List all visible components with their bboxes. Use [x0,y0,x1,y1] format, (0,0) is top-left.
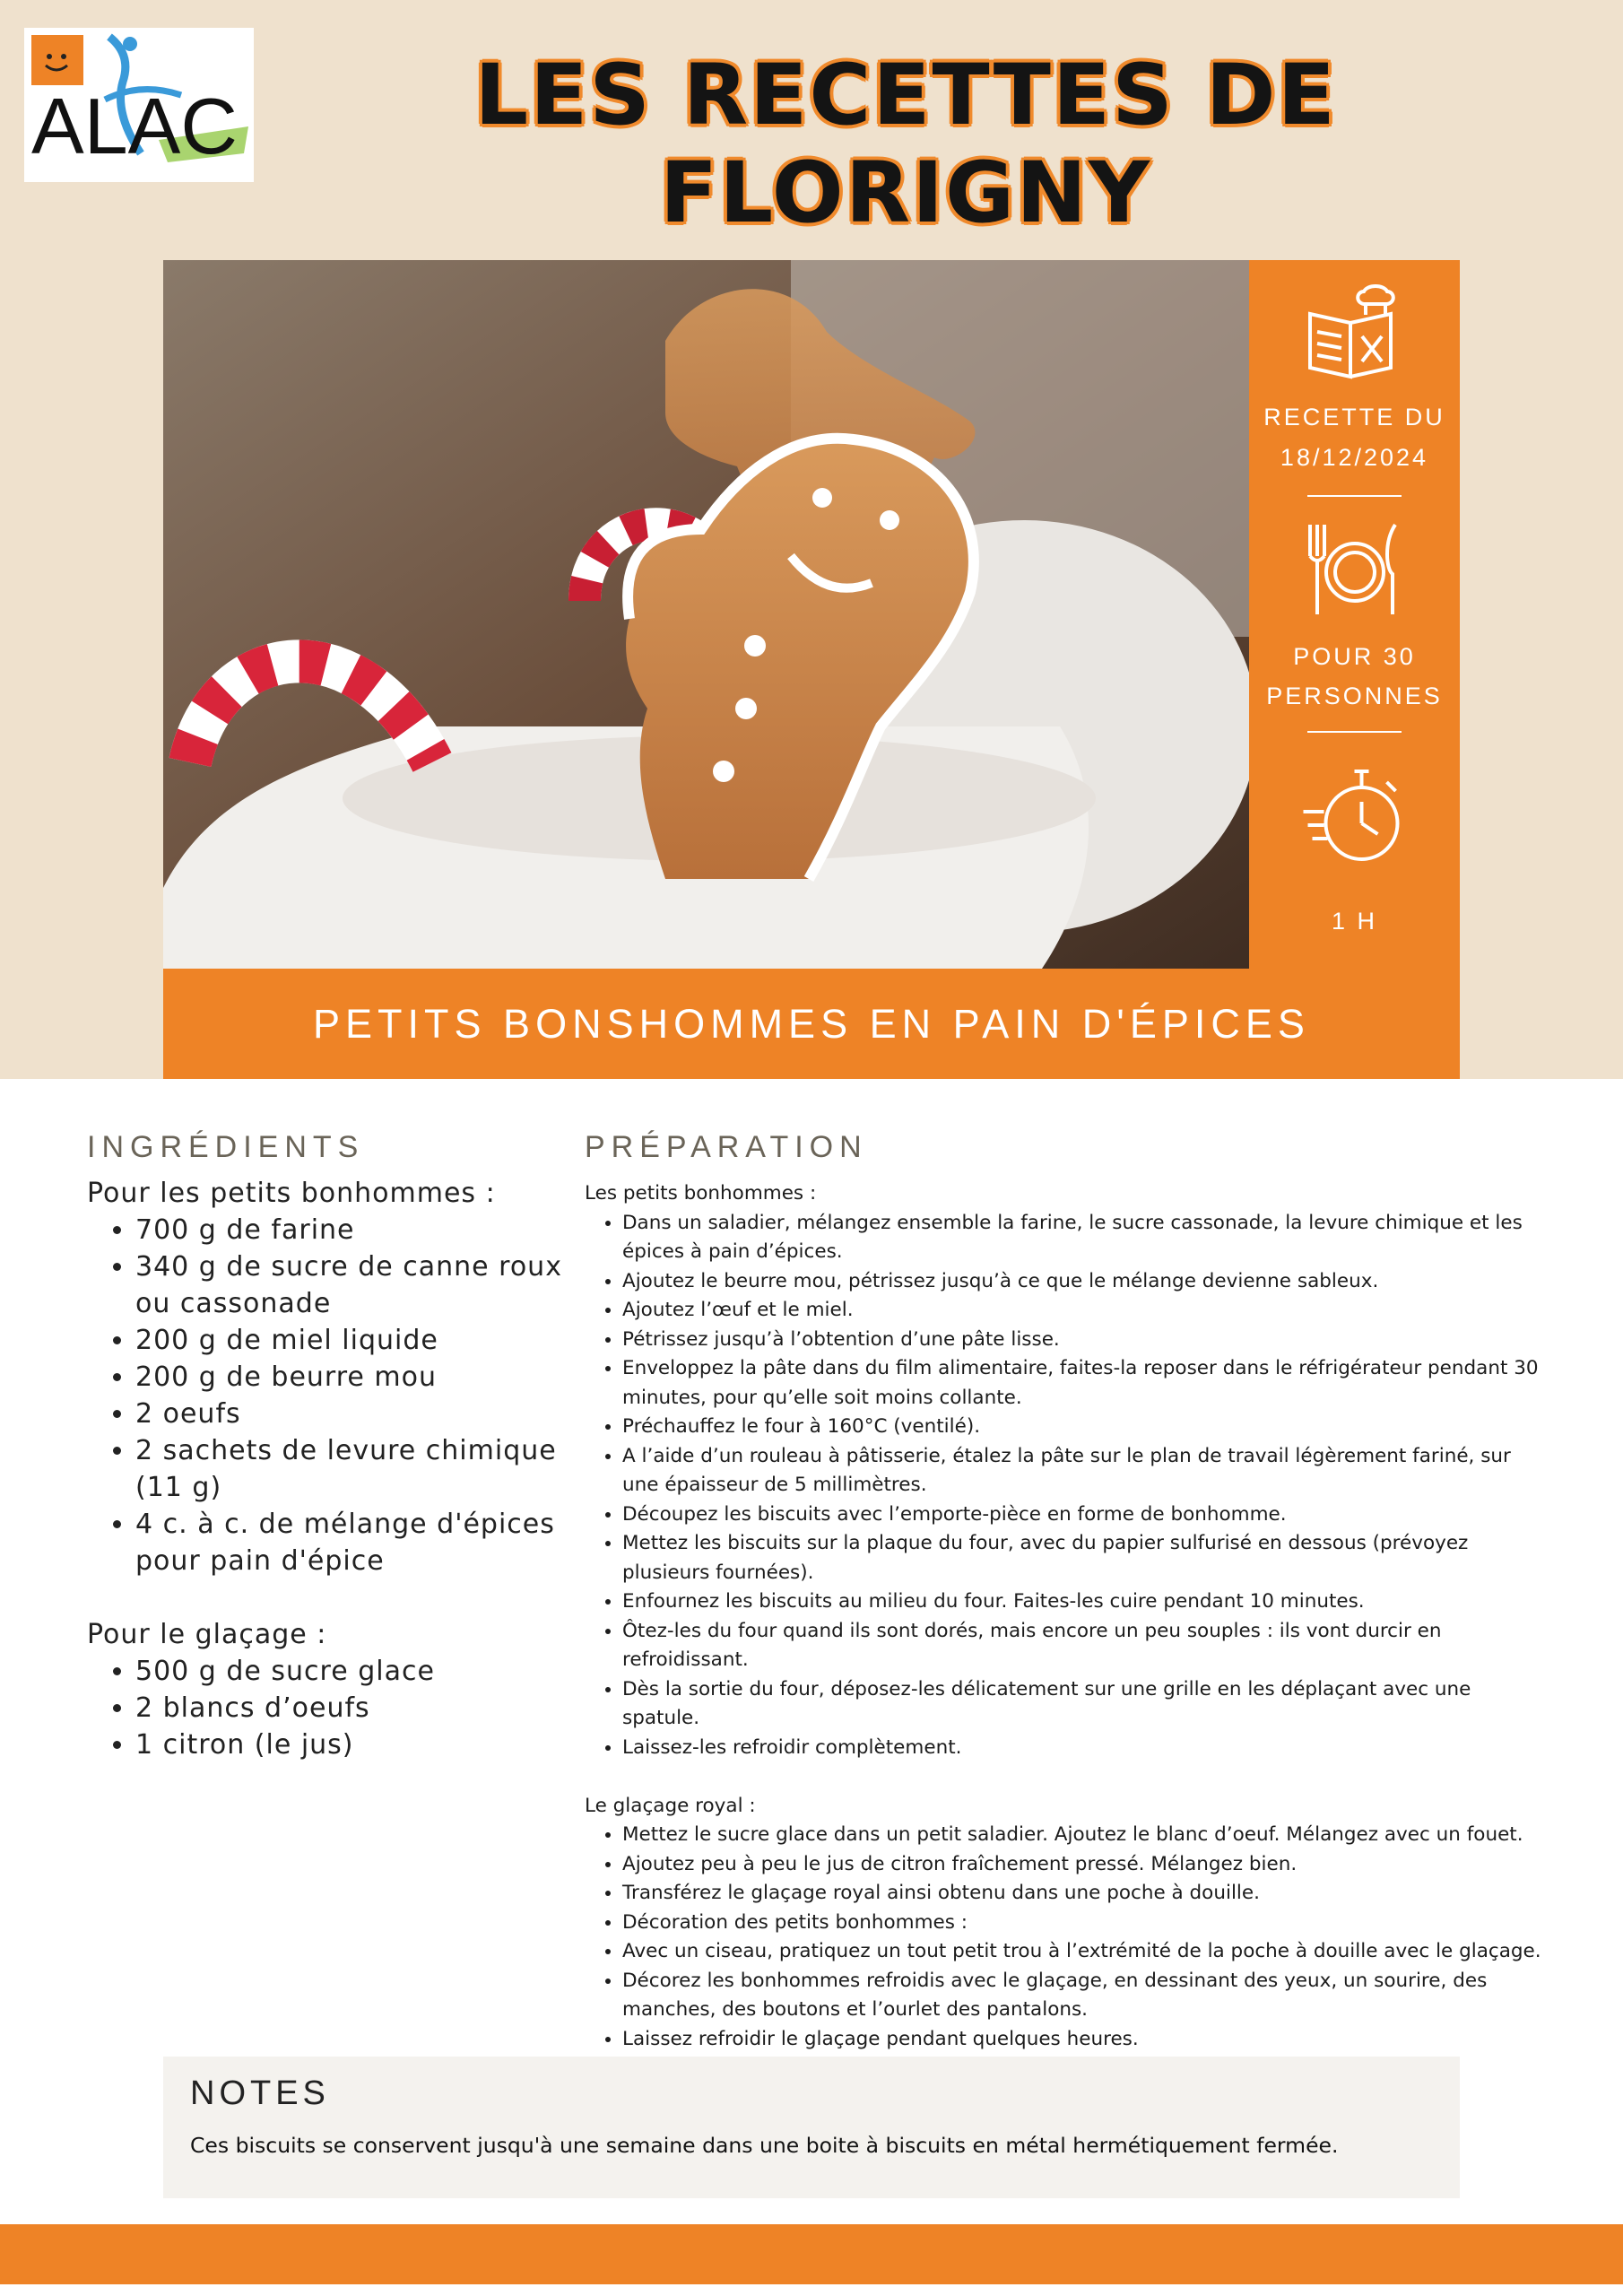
preparation-list [585,1821,1553,2083]
preparation-step: • Avec un ciseau, pratiquez un tout petit trou à l’extrémité de la poche à douille avec le glaçage. [622,1937,1553,1967]
duration: 1 H [1331,908,1378,935]
logo-image [24,28,254,182]
ingredient-item: • 2 blancs d’oeufs [135,1690,571,1726]
alac-logo [24,28,254,182]
preparation-step: • Dès la sortie du four, déposez-les délicatement sur une grille en les déplaçant avec une spatule. [622,1675,1553,1734]
preparation-step: • Décorez les bonhommes refroidis avec le glaçage, en dessinant des yeux, un sourire, des manches, des boutons et l’ourlet des pantalons. [622,1967,1553,2025]
preparation-heading: PRÉPARATION [585,1130,868,1164]
gingerbread-photo [163,260,1251,969]
ingredient-item: • 340 g de sucre de canne roux ou cassonade [135,1248,571,1322]
ingredient-item: • 4 c. à c. de mélange d'épices pour pain d'épice [135,1506,571,1579]
ingredient-items [87,1653,571,1763]
preparation-step: • Transférez le glaçage royal ainsi obtenu dans une poche à douille. [622,1879,1553,1909]
footer-bar [0,2224,1623,2284]
preparation-step: • Ôtez-les du four quand ils sont dorés, mais encore un peu souples : ils vont durcir en refroidissant. [622,1617,1553,1675]
preparation-list [585,1209,1553,1763]
recipe-title: PETITS BONSHOMMES EN PAIN D'ÉPICES [163,969,1460,1079]
stopwatch-icon [1298,762,1410,874]
preparation-step: • Pétrissez jusqu’à l’obtention d’une pâte lisse. [622,1326,1553,1355]
ingredient-items [87,1212,571,1579]
ingredients-heading: INGRÉDIENTS [87,1130,365,1164]
ingredient-item: • 200 g de beurre mou [135,1359,571,1396]
preparation-step: • Ajoutez le beurre mou, pétrissez jusqu’à ce que le mélange devienne sableux. [622,1267,1553,1297]
servings-line2: PERSONNES [1266,683,1443,709]
ingredient-group-title: Pour le glaçage : [87,1619,327,1650]
preparation-step: • Enfournez les biscuits au milieu du four. Faites-les cuire pendant 10 minutes. [622,1587,1553,1617]
preparation-step: • Enveloppez la pâte dans du film alimentaire, faites-la reposer dans le réfrigérateur pendant 30 minutes, pour qu’elle soit moins collante. [622,1354,1553,1413]
preparation-group-title: Les petits bonhommes : [585,1182,817,1205]
preparation-step: • Laissez-les refroidir complètement. [622,1734,1553,1763]
preparation-step: • Dans un saladier, mélangez ensemble la farine, le sucre cassonade, la levure chimique et les épices à pain d’épices. [622,1209,1553,1267]
recipe-date-value: 18/12/2024 [1280,444,1429,471]
preparation-step: • Laissez refroidir le glaçage pendant quelques heures. [622,2025,1553,2055]
preparation-step: • Décoration des petits bonhommes : [622,1909,1553,1938]
preparation-step: • Découpez les biscuits avec l’emporte-pièce en forme de bonhomme. [622,1500,1553,1530]
ingredients-list [87,1175,571,1763]
ingredient-item: • 1 citron (le jus) [135,1726,571,1763]
preparation-step: • Ajoutez peu à peu le jus de citron fraîchement pressé. Mélangez bien. [622,1850,1553,1880]
notes-heading: NOTES [190,2074,330,2112]
site-title: LES RECETTES DE FLORIGNY [474,47,1337,242]
ingredient-item: • 700 g de farine [135,1212,571,1248]
preparation-step: • Ajoutez l’œuf et le miel. [622,1296,1553,1326]
ingredient-group-title: Pour les petits bonhommes : [87,1178,496,1209]
notes-box [163,2057,1460,2198]
ingredient-item: • 2 oeufs [135,1396,571,1432]
plate-cutlery-icon [1301,520,1409,619]
ingredient-item: • 2 sachets de levure chimique (11 g) [135,1432,571,1506]
preparation-step: • Mettez les biscuits sur la plaque du four, avec du papier sulfurisé en dessous (prévoyez plusieurs fournées). [622,1529,1553,1587]
preparation-step: • Préchauffez le four à 160°C (ventilé). [622,1413,1553,1442]
preparation-steps [585,1179,1553,2083]
recipe-date-label: RECETTE DU [1263,404,1445,430]
ingredient-item: • 500 g de sucre glace [135,1653,571,1690]
notes-text: Ces biscuits se conservent jusqu'à une semaine dans une boite à biscuits en métal hermétiquement fermée. [190,2133,1339,2158]
recipe-info-sidebar [1249,260,1460,969]
recipe-book-icon [1301,283,1409,390]
svg-text:ALAC: ALAC [31,82,238,170]
divider [1307,731,1402,733]
preparation-group-title: Le glaçage royal : [585,1794,756,1817]
preparation-step: • A l’aide d’un rouleau à pâtisserie, étalez la pâte sur le plan de travail légèrement fariné, sur une épaisseur de 5 millimètres. [622,1442,1553,1500]
divider [1307,495,1402,497]
preparation-step: • Mettez le sucre glace dans un petit saladier. Ajoutez le blanc d’oeuf. Mélangez avec un fouet. [622,1821,1553,1850]
ingredient-item: • 200 g de miel liquide [135,1322,571,1359]
servings-line1: POUR 30 [1293,643,1416,670]
